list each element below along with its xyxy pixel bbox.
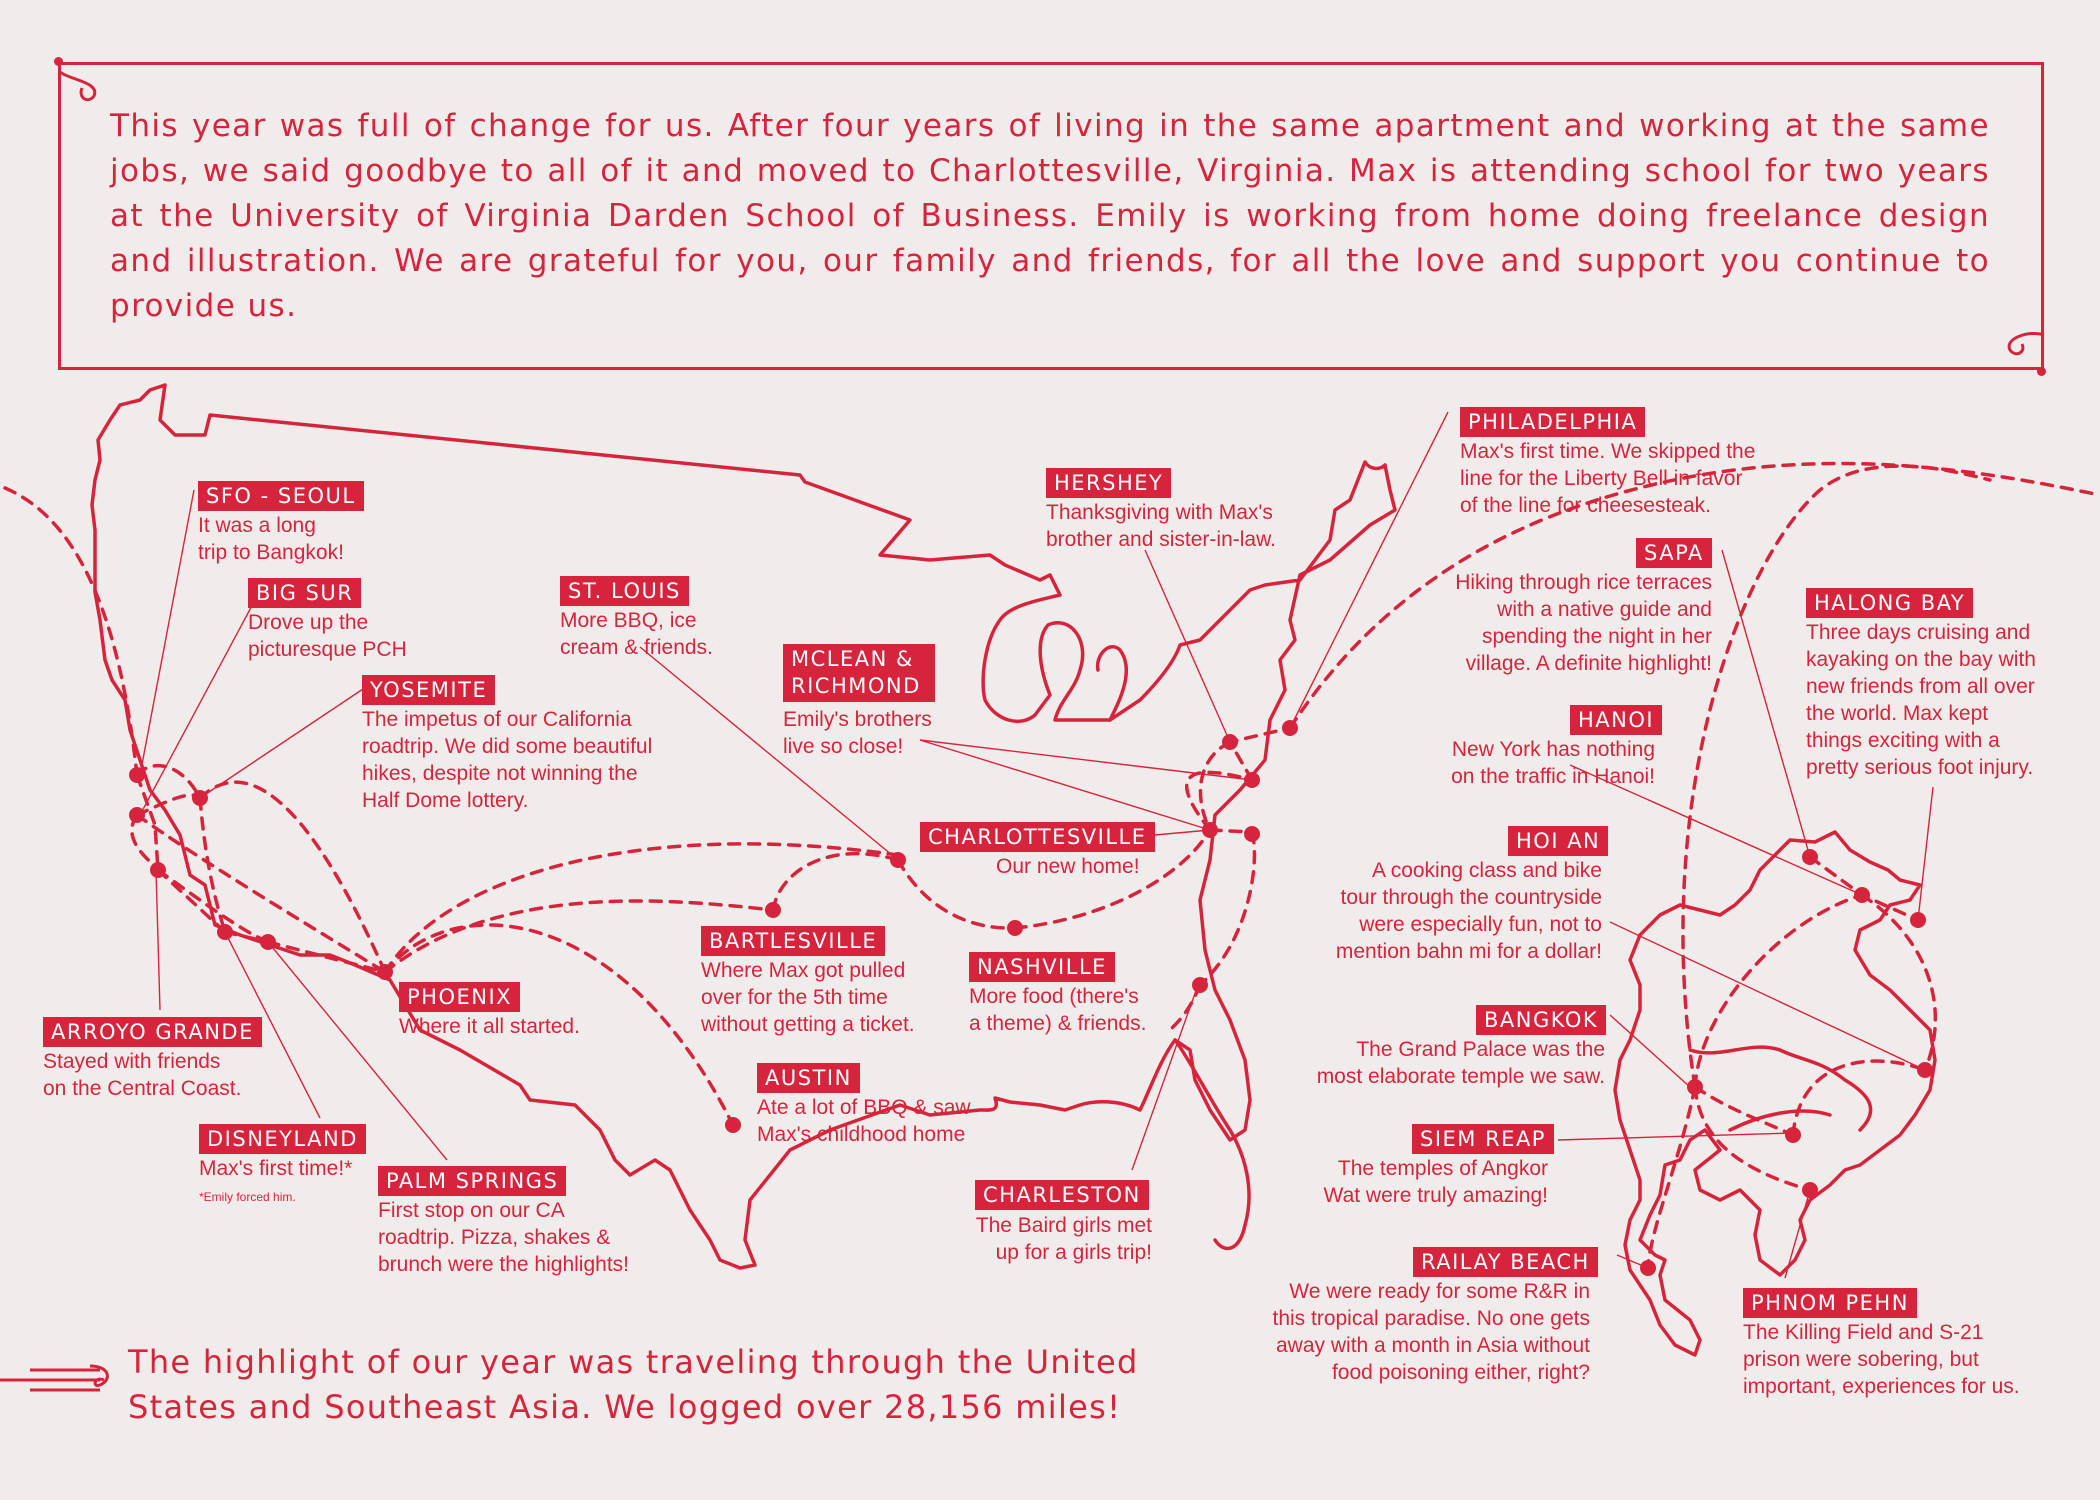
label-bangkok: BANGKOK	[1476, 1005, 1606, 1035]
label-palm-springs: PALM SPRINGS	[378, 1166, 566, 1196]
desc-st-louis: More BBQ, ice cream & friends.	[560, 609, 713, 659]
dot-sapa	[1802, 849, 1818, 865]
dot-halong-bay	[1910, 912, 1926, 928]
desc-bangkok: The Grand Palace was the most elaborate temple we saw.	[1316, 1038, 1605, 1088]
footer-message: The highlight of our year was traveling through the United States and Southeast Asia. We logged over 28,156 miles!	[128, 1343, 1139, 1426]
dot-charleston	[1192, 977, 1208, 993]
label-halong-bay: HALONG BAY	[1806, 588, 1973, 618]
label-yosemite: YOSEMITE	[362, 675, 495, 705]
dot-phnom-penh	[1802, 1182, 1818, 1198]
label-arroyo-grande: ARROYO GRANDE	[43, 1017, 262, 1047]
desc-philadelphia: Max's first time. We skipped the line for the Liberty Bell in favor of the line for cheesesteak.	[1460, 440, 1756, 517]
label-hanoi: HANOI	[1570, 705, 1662, 735]
desc-yosemite: The impetus of our California roadtrip. We did some beautiful hikes, despite not winning the Half Dome lottery.	[362, 708, 653, 812]
label-big-sur: BIG SUR	[248, 578, 361, 608]
desc-hanoi: New York has nothing on the traffic in Hanoi!	[1451, 738, 1655, 788]
dot-siem-reap	[1785, 1127, 1801, 1143]
dot-nashville	[1007, 920, 1023, 936]
desc-phoenix: Where it all started.	[399, 1015, 580, 1038]
label-st-louis: ST. LOUIS	[560, 576, 689, 606]
dot-charlottesville	[1202, 822, 1218, 838]
label-siem-reap: SIEM REAP	[1412, 1124, 1554, 1154]
desc-phnom-pehn: The Killing Field and S-21 prison were sobering, but important, experiences for us.	[1743, 1321, 2020, 1398]
desc-nashville: More food (there's a theme) & friends.	[969, 985, 1147, 1035]
desc-palm-springs: First stop on our CA roadtrip. Pizza, shakes & brunch were the highlights!	[378, 1199, 629, 1276]
dot-mclean	[1244, 772, 1260, 788]
label-hershey: HERSHEY	[1046, 468, 1171, 498]
dot-st-louis	[890, 852, 906, 868]
footnote-disneyland: *Emily forced him.	[199, 1190, 296, 1204]
dot-disneyland	[217, 924, 233, 940]
dot-phoenix	[377, 964, 393, 980]
dot-austin	[725, 1117, 741, 1133]
desc-hoi-an: A cooking class and bike tour through the countryside were especially fun, not to mention bahn mi for a dollar!	[1335, 859, 1602, 963]
desc-railay-beach: We were ready for some R&R in this tropical paradise. No one gets away with a month in Asia without food poisoning either, right?	[1272, 1280, 1590, 1384]
dot-palm-springs	[260, 934, 276, 950]
label-phoenix: PHOENIX	[399, 982, 520, 1012]
desc-austin: Ate a lot of BBQ & saw Max's childhood home	[757, 1096, 971, 1146]
desc-siem-reap: The temples of Angkor Wat were truly amazing!	[1323, 1157, 1548, 1207]
desc-bartlesville: Where Max got pulled over for the 5th time without getting a ticket.	[701, 959, 915, 1036]
dot-arroyo-grande	[150, 862, 166, 878]
label-nashville: NASHVILLE	[969, 952, 1115, 982]
label-mclean-richmond: MCLEAN & RICHMOND	[783, 644, 935, 702]
dot-bangkok	[1687, 1079, 1703, 1095]
label-austin: AUSTIN	[757, 1063, 860, 1093]
dot-big-sur	[129, 807, 145, 823]
dot-sfo-seoul	[129, 767, 145, 783]
label-sapa: SAPA	[1636, 538, 1712, 568]
desc-disneyland: Max's first time!*	[199, 1157, 353, 1180]
label-railay-beach: RAILAY BEACH	[1413, 1247, 1598, 1277]
dot-philadelphia	[1282, 720, 1298, 736]
dot-hoi-an	[1917, 1062, 1933, 1078]
desc-mclean-richmond: Emily's brothers live so close!	[783, 708, 932, 758]
dot-bartlesville	[765, 902, 781, 918]
dot-hershey	[1222, 734, 1238, 750]
label-phnom-pehn: PHNOM PEHN	[1743, 1288, 1917, 1318]
label-sfo-seoul: SFO - SEOUL	[198, 481, 364, 511]
label-hoi-an: HOI AN	[1508, 826, 1608, 856]
label-disneyland: DISNEYLAND	[199, 1124, 366, 1154]
label-bartlesville: BARTLESVILLE	[701, 926, 885, 956]
dot-railay-beach	[1640, 1260, 1656, 1276]
label-charlottesville: CHARLOTTESVILLE	[920, 822, 1155, 852]
intro-message: This year was full of change for us. After four years of living in the same apartment and working at the same jobs, we said goodbye to all of it and moved to Charlottesville, Virginia. Max is attending school for two years at the University of Virginia Darden School of Business. Emily is working from home doing freelance design and illustration. We are grateful for you, our family and friends, for all the love and support you continue to provide us.	[110, 108, 1990, 324]
dot-richmond	[1244, 826, 1260, 842]
label-philadelphia: PHILADELPHIA	[1460, 407, 1645, 437]
desc-sfo-seoul: It was a long trip to Bangkok!	[198, 514, 344, 564]
dot-yosemite	[192, 790, 208, 806]
desc-hershey: Thanksgiving with Max's brother and sister-in-law.	[1046, 501, 1276, 551]
desc-halong-bay: Three days cruising and kayaking on the bay with new friends from all over the world. Max kept things exciting with a pretty serious foot injury.	[1806, 621, 2036, 779]
label-charleston: CHARLESTON	[975, 1180, 1149, 1210]
desc-sapa: Hiking through rice terraces with a native guide and spending the night in her village. A definite highlight!	[1455, 571, 1712, 675]
desc-charleston: The Baird girls met up for a girls trip!	[975, 1214, 1152, 1264]
dot-hanoi	[1854, 887, 1870, 903]
desc-big-sur: Drove up the picturesque PCH	[248, 611, 407, 661]
desc-arroyo-grande: Stayed with friends on the Central Coast.	[43, 1050, 242, 1100]
desc-charlottesville: Our new home!	[996, 855, 1140, 878]
southeast-asia-outline	[1615, 832, 1935, 1355]
